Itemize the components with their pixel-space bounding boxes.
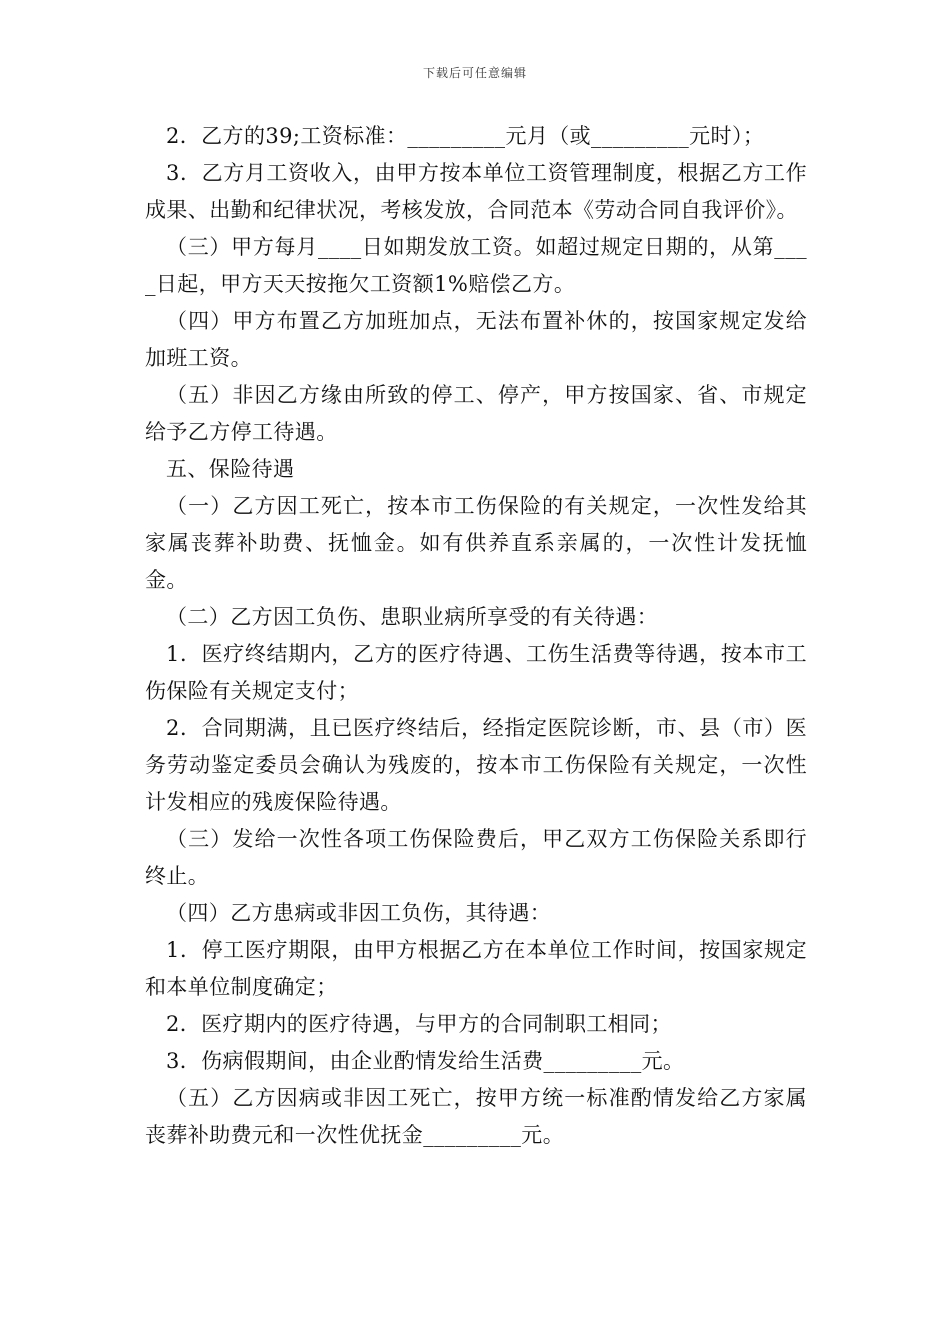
paragraph-work-death: （一）乙方因工死亡，按本市工伤保险的有关规定，一次性发给其家属丧葬补助费、抚恤金。如有供养直系亲属的，一次性计发抚恤金。 <box>145 494 807 592</box>
paragraph-wage-standard: 2．乙方的39;工资标准：_________元月（或_________元时）； <box>166 124 765 148</box>
paragraph-illness: （四）乙方患病或非因工负伤，其待遇： <box>166 901 552 925</box>
paragraph-overtime: （四）甲方布置乙方加班加点，无法布置补休的，按国家规定发给加班工资。 <box>145 309 807 370</box>
paragraph-pay-date: （三）甲方每月____日如期发放工资。如超过规定日期的，从第____日起，甲方天天按拖欠工资额1%赔偿乙方。 <box>145 235 807 296</box>
page-header: 下载后可任意编辑 <box>422 66 527 80</box>
paragraph-disability: 2．合同期满，且已医疗终结后，经指定医院诊断，市、县（市）医务劳动鉴定委员会确认为残废的，按本市工伤保险有关规定，一次性计发相应的残废保险待遇。 <box>145 716 807 814</box>
document-body <box>145 118 807 1154</box>
paragraph-medical-treatment: 2．医疗期内的医疗待遇，与甲方的合同制职工相同； <box>166 1012 672 1036</box>
paragraph-sick-leave-term: 1．停工医疗期限，由甲方根据乙方在本单位工作时间，按国家规定和本单位制度确定； <box>145 938 807 999</box>
section-heading-insurance: 五、保险待遇 <box>166 457 295 481</box>
paragraph-work-injury: （二）乙方因工负伤、患职业病所享受的有关待遇： <box>166 605 659 629</box>
paragraph-non-work-death: （五）乙方因病或非因工死亡，按甲方统一标准酌情发给乙方家属丧葬补助费元和一次性优抚金_________元。 <box>145 1086 807 1147</box>
paragraph-living-allowance: 3．伤病假期间，由企业酌情发给生活费_________元。 <box>166 1049 685 1073</box>
paragraph-work-stoppage: （五）非因乙方缘由所致的停工、停产，甲方按国家、省、市规定给予乙方停工待遇。 <box>145 383 807 444</box>
paragraph-medical-period: 1．医疗终结期内，乙方的医疗待遇、工伤生活费等待遇，按本市工伤保险有关规定支付； <box>145 642 807 703</box>
paragraph-monthly-income: 3．乙方月工资收入，由甲方按本单位工资管理制度，根据乙方工作成果、出勤和纪律状况，考核发放，合同范本《劳动合同自我评价》。 <box>145 161 807 222</box>
paragraph-termination: （三）发给一次性各项工伤保险费后，甲乙双方工伤保险关系即行终止。 <box>145 827 807 888</box>
